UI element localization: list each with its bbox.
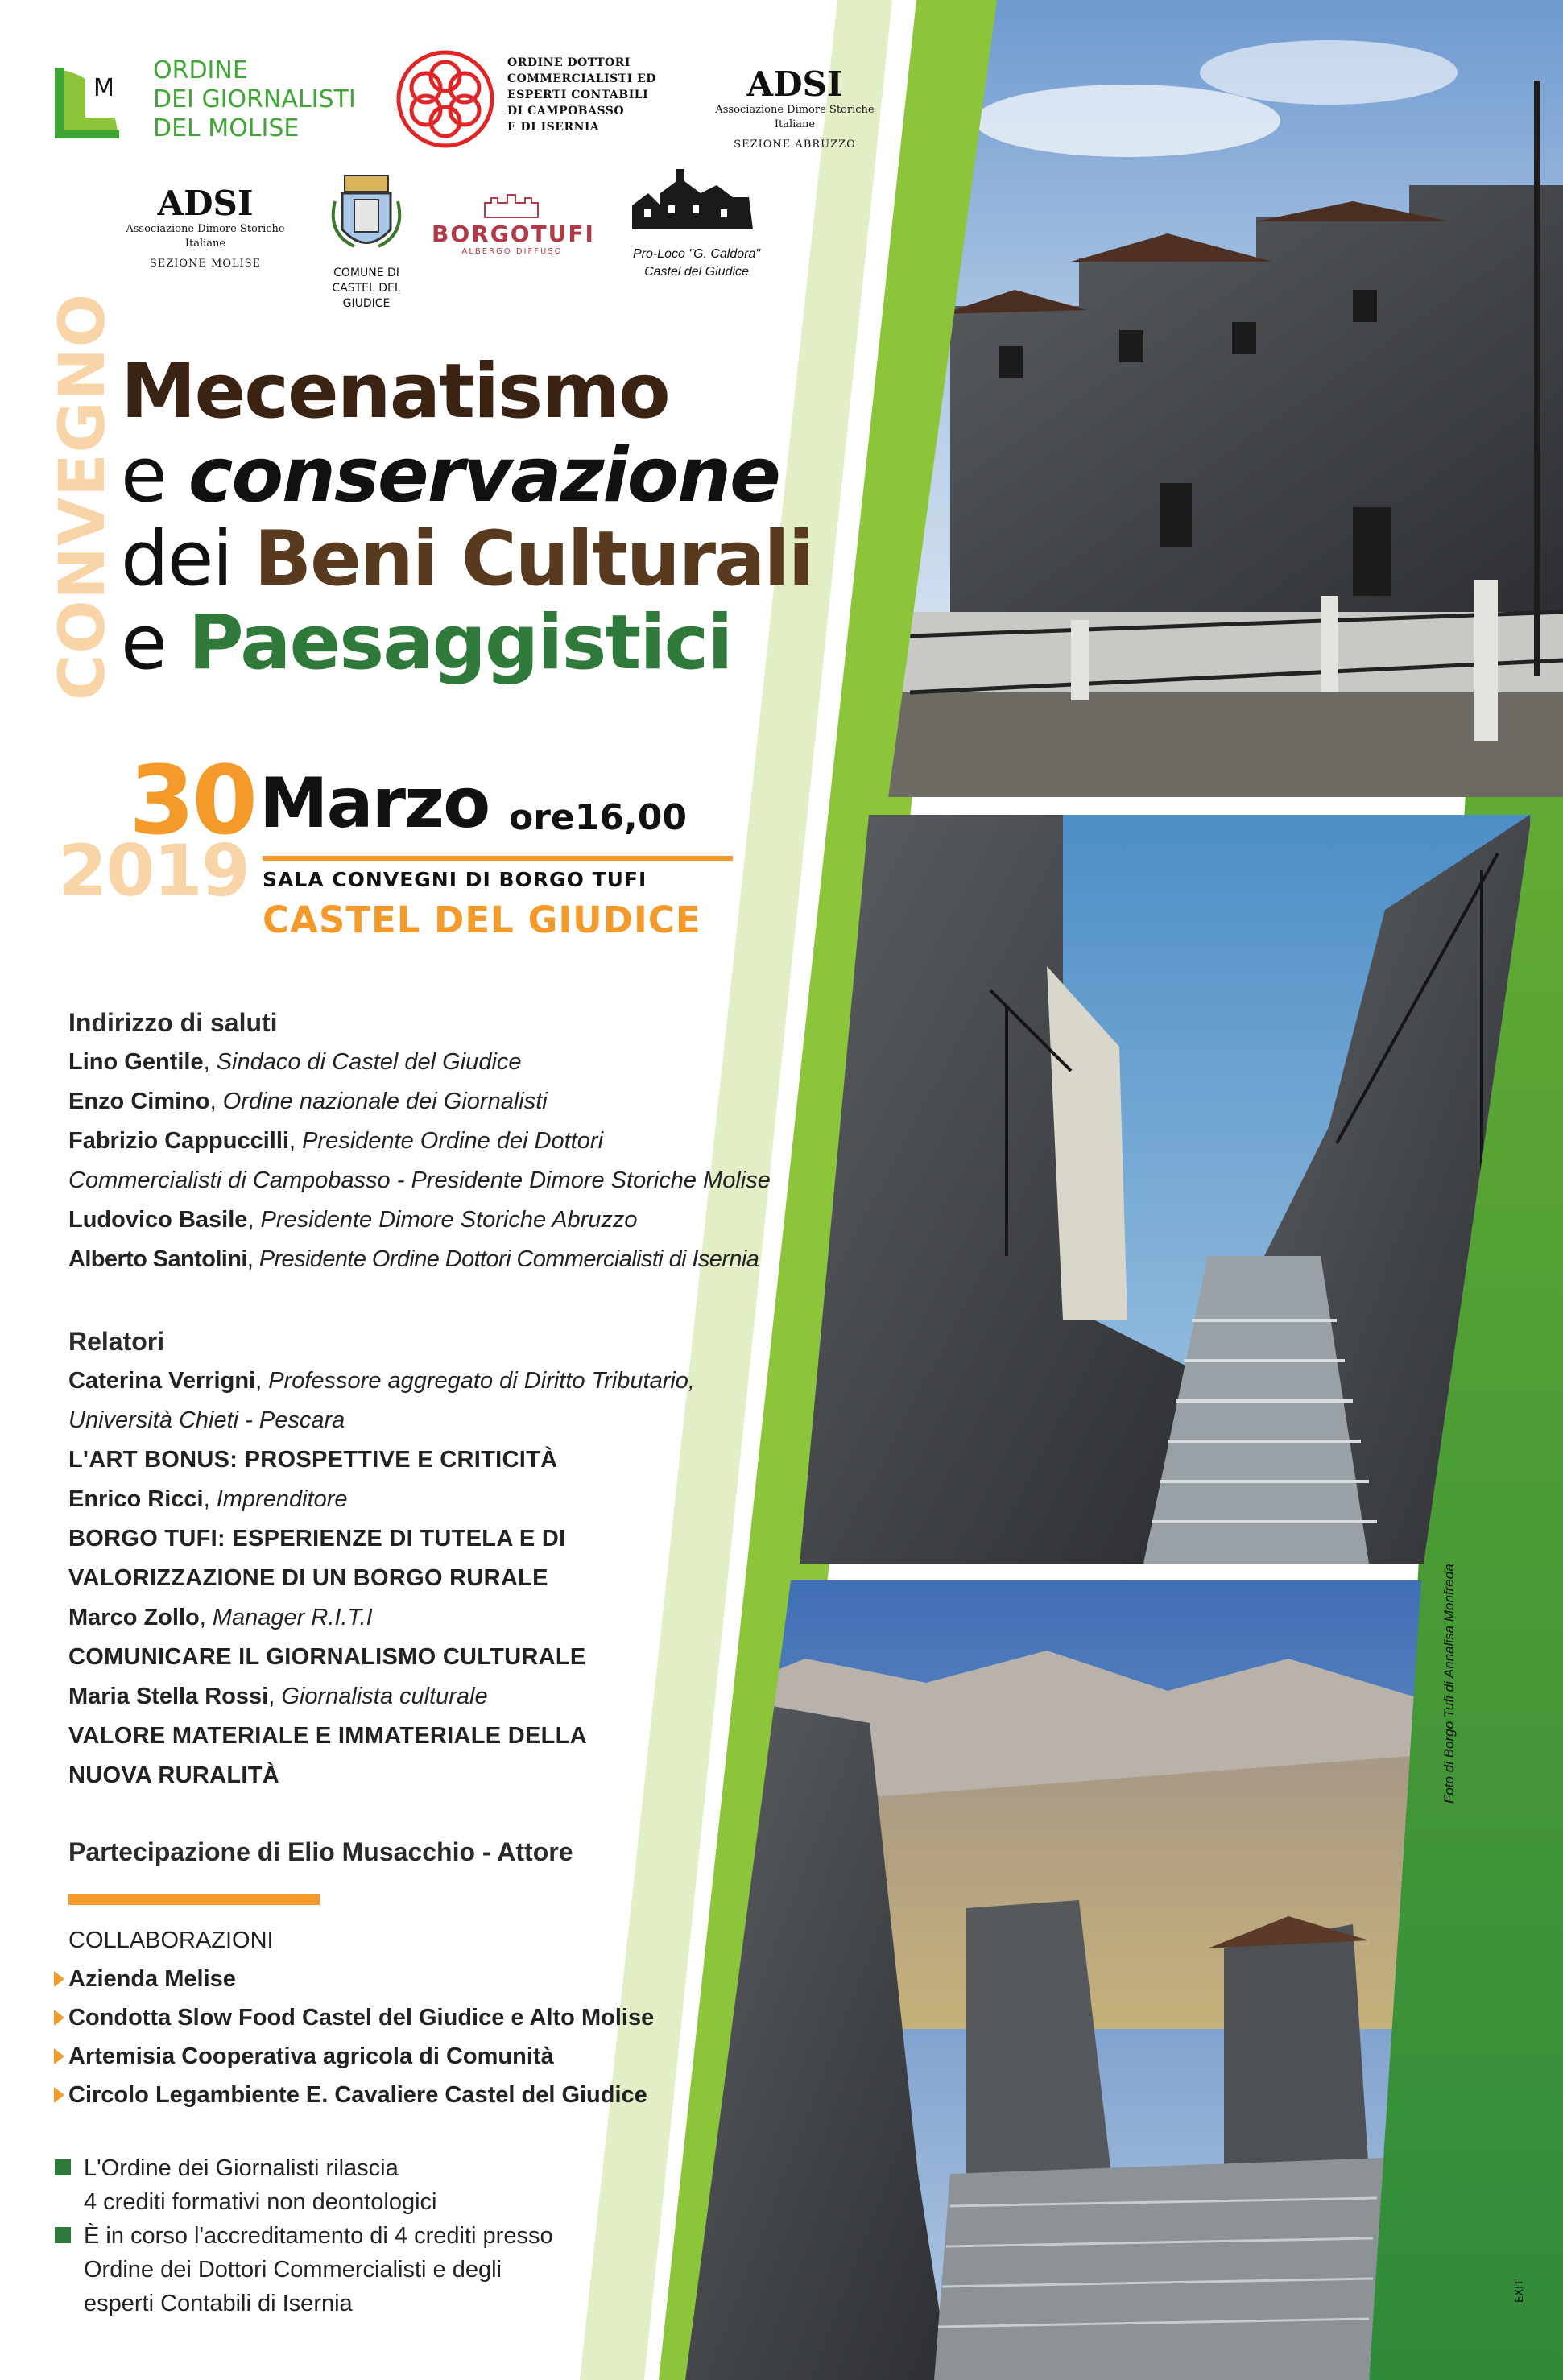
relatori-heading: Relatori (68, 1327, 165, 1356)
odcec-line-1: ORDINE DOTTORI (507, 56, 631, 69)
note-line: esperti Contabili di Isernia (84, 2291, 353, 2316)
date-underline (263, 856, 733, 861)
note-line: È in corso l'accreditamento di 4 crediti presso (84, 2223, 553, 2249)
saluti-name: Fabrizio Cappuccilli (68, 1128, 289, 1154)
partecipazione (68, 1833, 573, 1872)
convegno-vertical-label: CONVEGNO (47, 292, 119, 700)
odcec-name (507, 55, 656, 135)
saluti-item: Alberto Santolini, Presidente Ordine Dottori Commercialisti di Isernia (68, 1246, 759, 1272)
event-year: 2019 (58, 829, 249, 912)
collaborazione-item (68, 2076, 793, 2114)
event-day: 30 (129, 745, 255, 856)
saluti-role: Presidente Ordine Dottori Commercialisti di Isernia (258, 1246, 759, 1272)
collaborazione-label: Condotta Slow Food Castel del Giudice e Alto Molise (68, 2005, 655, 2031)
ordine-line-1: ORDINE (153, 56, 248, 85)
adsi-molise-section: SEZIONE MOLISE (149, 258, 262, 270)
note-line: 4 crediti formativi non deontologici (84, 2189, 437, 2215)
saluti-item: Lino Gentile, Sindaco di Castel del Giudice (68, 1049, 522, 1075)
ordine-line-2: DEI GIORNALISTI (153, 85, 356, 114)
adsi-abruzzo-section: SEZIONE ABRUZZO (734, 138, 856, 151)
note-item (55, 2151, 779, 2219)
saluti-role: Commercialisti di Campobasso - Presidente Dimore Storiche Molise (68, 1167, 771, 1193)
orange-divider (68, 1894, 320, 1905)
odcec-line-2: COMMERCIALISTI ED (507, 72, 656, 85)
ordine-mark-letter: M (93, 74, 114, 102)
saluti-item (68, 1161, 809, 1200)
event-city: CASTEL DEL GIUDICE (263, 899, 701, 941)
arrow-icon (54, 2087, 64, 2103)
relatore-item: Maria Stella Rossi, Giornalista culturale (68, 1684, 488, 1709)
saluti-item: Ludovico Basile, Presidente Dimore Storiche Abruzzo (68, 1207, 638, 1233)
comune-line-1: COMUNE DI (333, 267, 399, 279)
saluti-item: Fabrizio Cappuccilli, Presidente Ordine dei Dottori (68, 1128, 604, 1154)
talk-title: NUOVA RURALITÀ (68, 1762, 279, 1788)
relatore-item: Enrico Ricci, Imprenditore (68, 1486, 348, 1512)
borgotufi-castle-icon (483, 192, 540, 219)
title-line-2 (121, 434, 813, 518)
comune-line-3: GIUDICE (342, 297, 391, 310)
saluti-item: Enzo Cimino, Ordine nazionale dei Giornalisti (68, 1089, 548, 1114)
odcec-rosette-icon (395, 48, 496, 150)
saluti-section (68, 1003, 809, 1279)
proloco-line-2: Castel del Giudice (644, 265, 749, 279)
borgotufi-tagline: ALBERGO DIFFUSO (461, 247, 563, 256)
relatore-name: Caterina Verrigni (68, 1368, 256, 1394)
event-venue: SALA CONVEGNI DI BORGO TUFI (263, 868, 647, 891)
talk-title: L'ART BONUS: PROSPETTIVE E CRITICITÀ (68, 1447, 558, 1473)
ordine-giornalisti-name (153, 56, 356, 143)
relatore-name: Enrico Ricci (68, 1486, 204, 1512)
comune-name (322, 266, 411, 312)
collaborazione-label: Azienda Melise (68, 1966, 236, 1992)
collaborazione-item (68, 2037, 793, 2076)
borgotufi-name: BORGOTUFI (432, 221, 595, 247)
arrow-icon (54, 2010, 64, 2026)
adsi-molise-logo (105, 185, 306, 270)
collaborazione-label: Circolo Legambiente E. Cavaliere Castel del Giudice (68, 2082, 647, 2108)
saluti-role: Sindaco di Castel del Giudice (216, 1049, 522, 1075)
proloco-name (612, 246, 781, 281)
adsi-abruzzo-logo (694, 66, 895, 151)
talk-title: COMUNICARE IL GIORNALISMO CULTURALE (68, 1644, 586, 1670)
notes-section (55, 2151, 779, 2320)
green-square-icon (55, 2159, 71, 2175)
title-line-2-prefix: e (121, 432, 188, 519)
saluti-role: Presidente Ordine dei Dottori (302, 1128, 604, 1154)
collaborazione-label: Artemisia Cooperativa agricola di Comunità (68, 2043, 554, 2069)
arrow-icon (54, 2048, 64, 2064)
relatori-section (68, 1322, 809, 1795)
title-line-4-prefix: e (121, 599, 188, 687)
saluti-role: Presidente Dimore Storiche Abruzzo (260, 1207, 638, 1233)
saluti-name: Lino Gentile (68, 1049, 204, 1075)
odcec-line-3: ESPERTI CONTABILI (507, 89, 649, 101)
saluti-name: Enzo Cimino (68, 1089, 210, 1114)
relatore-role: Manager R.I.T.I (212, 1605, 373, 1630)
adsi-molise-name: ADSI (157, 184, 254, 223)
collaborazione-item (68, 1960, 793, 1998)
relatore-item: Marco Zollo, Manager R.I.T.I (68, 1605, 373, 1630)
talk-title: BORGO TUFI: ESPERIENZE DI TUTELA E DI (68, 1526, 566, 1552)
talk-title: VALORE MATERIALE E IMMATERIALE DELLA (68, 1723, 587, 1749)
event-title (121, 350, 813, 685)
ordine-giornalisti-logo (47, 63, 127, 143)
relatore-role: Imprenditore (216, 1486, 348, 1512)
collaborazioni-section (68, 1921, 793, 2114)
comune-line-2: CASTEL DEL (332, 282, 401, 295)
relatore-name: Maria Stella Rossi (68, 1684, 269, 1709)
title-line-4-word: Paesaggistici (188, 599, 732, 687)
saluti-heading: Indirizzo di saluti (68, 1008, 278, 1037)
relatore-role: Università Chieti - Pescara (68, 1407, 345, 1433)
note-item (55, 2219, 779, 2320)
relatore-role: Giornalista culturale (281, 1684, 488, 1709)
title-line-2-word: conservazione (188, 432, 779, 519)
borgotufi-logo (432, 221, 593, 256)
saluti-role: Ordine nazionale dei Giornalisti (222, 1089, 548, 1114)
printer-mark: EXIT (1514, 2279, 1526, 2303)
saluti-name: Ludovico Basile (68, 1207, 248, 1233)
odcec-line-5: E DI ISERNIA (507, 121, 600, 134)
arrow-icon (54, 1971, 64, 1987)
talk-title: VALORIZZAZIONE DI UN BORGO RURALE (68, 1565, 548, 1591)
proloco-village-icon (628, 161, 757, 233)
adsi-abruzzo-name: ADSI (746, 64, 843, 104)
note-line: L'Ordine dei Giornalisti rilascia (84, 2155, 399, 2181)
title-line-3 (121, 515, 813, 603)
collaborazione-item (68, 1998, 793, 2037)
relatore-role: Professore aggregato di Diritto Tributario, (268, 1368, 695, 1394)
ordine-line-3: DEL MOLISE (153, 114, 300, 143)
photo-stairs-alley (797, 815, 1532, 1564)
relatore-item (68, 1401, 809, 1440)
comune-crest-icon (330, 169, 403, 258)
partecipazione-text: Partecipazione di Elio Musacchio - Attore (68, 1837, 573, 1866)
event-time: ore16,00 (509, 797, 687, 838)
odcec-line-4: DI CAMPOBASSO (507, 105, 625, 118)
title-line-3-word: Beni Culturali (254, 515, 813, 603)
title-line-3-prefix: dei (121, 515, 254, 603)
photo-houses (886, 0, 1563, 797)
adsi-molise-subtitle: Associazione Dimore Storiche Italiane (126, 223, 285, 250)
proloco-line-1: Pro-Loco "G. Caldora" (632, 247, 761, 261)
note-line: Ordine dei Dottori Commercialisti e degli (84, 2257, 502, 2283)
green-square-icon (55, 2227, 71, 2243)
title-line-4 (121, 601, 813, 685)
relatore-item: Caterina Verrigni, Professore aggregato di Diritto Tributario, (68, 1368, 695, 1394)
photo-credit: Foto di Borgo Tufi di Annalisa Monfreda (1441, 1564, 1457, 1804)
event-month: Marzo (259, 763, 490, 844)
collaborazioni-heading: COLLABORAZIONI (68, 1928, 274, 1953)
relatore-name: Marco Zollo (68, 1605, 200, 1630)
adsi-abruzzo-subtitle: Associazione Dimore Storiche Italiane (715, 104, 875, 130)
ordine-giornalisti-mark-icon (47, 63, 127, 143)
saluti-name: Alberto Santolini (68, 1246, 247, 1272)
title-line-1: Mecenatismo (121, 348, 669, 436)
